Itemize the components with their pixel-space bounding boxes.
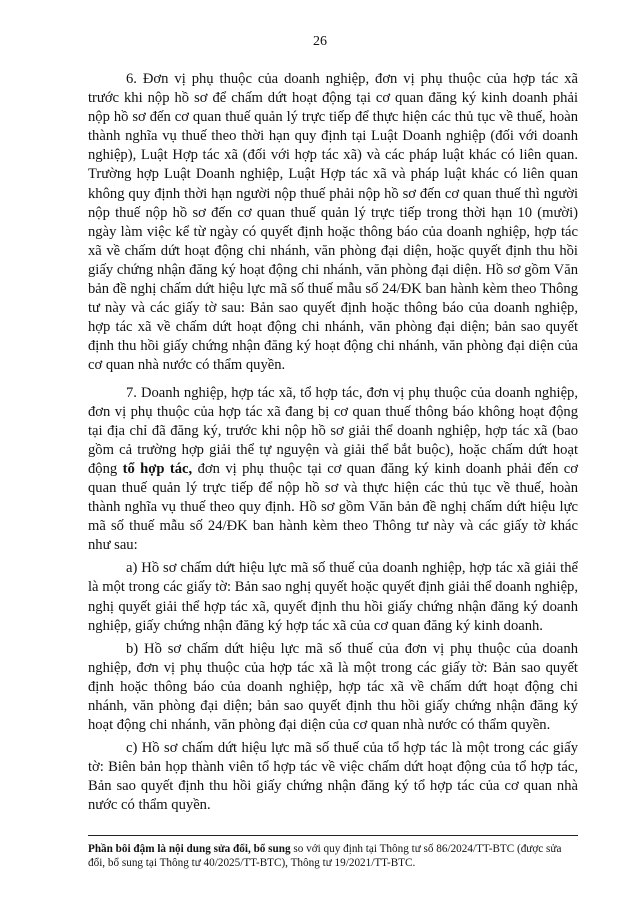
paragraph-7-text-end: đơn vị phụ thuộc tại cơ quan đăng ký kinh doanh phải đến cơ quan thuế quản lý trực tiếp để nộp hồ sơ và thực hiện các thủ tục về thuế, hoàn thành nghĩa vụ thuế theo quy định. Hồ sơ gồm Văn bản đề nghị chấm dứt hiệu lực mã số thuế mẫu số 24/ĐK ban hành kèm theo Thông tư này và các giấy tờ khác như sau: — [88, 460, 578, 554]
paragraph-7b: b) Hồ sơ chấm dứt hiệu lực mã số thuế của đơn vị phụ thuộc của doanh nghiệp, đơn vị phụ thuộc của hợp tác xã là một trong các giấy tờ: Bản sao quyết định hoặc thông báo của doanh nghiệp, hợp tác xã về chấm dứt hoạt động chi nhánh, văn phòng đại diện; bản sao quyết định thu hồi giấy chứng nhận đăng ký hoạt động chi nhánh, văn phòng đại diện của cơ quan nhà nước có thẩm quyền. — [88, 640, 578, 734]
paragraph-7a: a) Hồ sơ chấm dứt hiệu lực mã số thuế của doanh nghiệp, hợp tác xã giải thể là một trong các giấy tờ: Bản sao nghị quyết hoặc quyết định giải thể doanh nghiệp, nghị quyết giải thể hợp tác xã, quyết định thu hồi giấy chứng nhận đăng ký doanh nghiệp, giấy chứng nhận đăng ký hợp tác xã của cơ quan đăng ký kinh doanh. — [88, 560, 578, 634]
paragraph-6: 6. Đơn vị phụ thuộc của doanh nghiệp, đơn vị phụ thuộc của hợp tác xã trước khi nộp hồ sơ để chấm dứt hoạt động tại cơ quan đăng ký kinh doanh phải nộp hồ sơ đến cơ quan thuế quản lý trực tiếp để thực hiện các thủ tục về thuế, hoàn thành nghĩa vụ thuế theo thời hạn quy định tại Luật Doanh nghiệp (đối với doanh nghiệp), Luật Hợp tác xã (đối với hợp tác xã) và các pháp luật khác có liên quan. Trường hợp Luật Doanh nghiệp, Luật Hợp tác xã và pháp luật khác có liên quan không quy định thời hạn người nộp thuế phải nộp hồ sơ đến cơ quan thuế thì người nộp thuế nộp hồ sơ đến cơ quan thuế quản lý trực tiếp trong thời hạn 10 (mười) ngày làm việc kể từ ngày có quyết định hoặc thông báo của doanh nghiệp, hợp tác xã về chấm dứt hoạt động chi nhánh, văn phòng đại diện, hoặc quyết định thu hồi giấy chứng nhận đăng ký hoạt động chi nhánh, văn phòng đại diện. Hồ sơ gồm Văn bản đề nghị chấm dứt hiệu lực mã số thuế mẫu số 24/ĐK ban hành kèm theo Thông tư này và các giấy tờ sau: Bản sao quyết định hoặc thông báo của doanh nghiệp, hợp tác xã về chấm dứt hoạt động chi nhánh, văn phòng đại diện; bản sao quyết định thu hồi giấy chứng nhận đăng ký hoạt động chi nhánh, văn phòng đại diện của cơ quan nhà nước có thẩm quyền. — [88, 71, 578, 374]
footnote-bold-note: Phần bôi đậm là nội dung sửa đổi, bổ sung — [88, 843, 291, 855]
paragraph-7-bold-amendment: tổ hợp tác, — [122, 460, 193, 477]
paragraph-7 — [88, 384, 578, 556]
footnote — [88, 843, 578, 871]
paragraph-7c: c) Hồ sơ chấm dứt hiệu lực mã số thuế của tổ hợp tác là một trong các giấy tờ: Biên bản họp thành viên tổ hợp tác về việc chấm dứt hoạt động của tổ hợp tác, Bản sao quyết định thu hồi giấy chứng nhận đăng ký tổ hợp tác của cơ quan nhà nước có thẩm quyền. — [88, 740, 578, 814]
footnote-divider — [88, 835, 578, 836]
paragraph-7-text-start: 7. Doanh nghiệp, hợp tác xã, tổ hợp tác, đơn vị phụ thuộc của doanh nghiệp, đơn vị phụ thuộc của hợp tác xã đang bị cơ quan thuế thông báo không hoạt động tại địa chỉ đã đăng ký, trước khi nộp hồ sơ giải thể doanh nghiệp, hợp tác xã (bao gồm cả trường hợp giải thể tự nguyện và giải thể bắt buộc), hoặc chấm dứt hoạt động — [88, 384, 578, 477]
page-number: 26 — [313, 34, 327, 49]
footnote-text: so với quy định tại Thông tư số 86/2024/TT-BTC (được sửa đổi, bổ sung tại Thông tư 40/2025/TT-BTC), Thông tư 19/2021/TT-BTC. — [88, 843, 562, 869]
document-body — [88, 70, 578, 820]
